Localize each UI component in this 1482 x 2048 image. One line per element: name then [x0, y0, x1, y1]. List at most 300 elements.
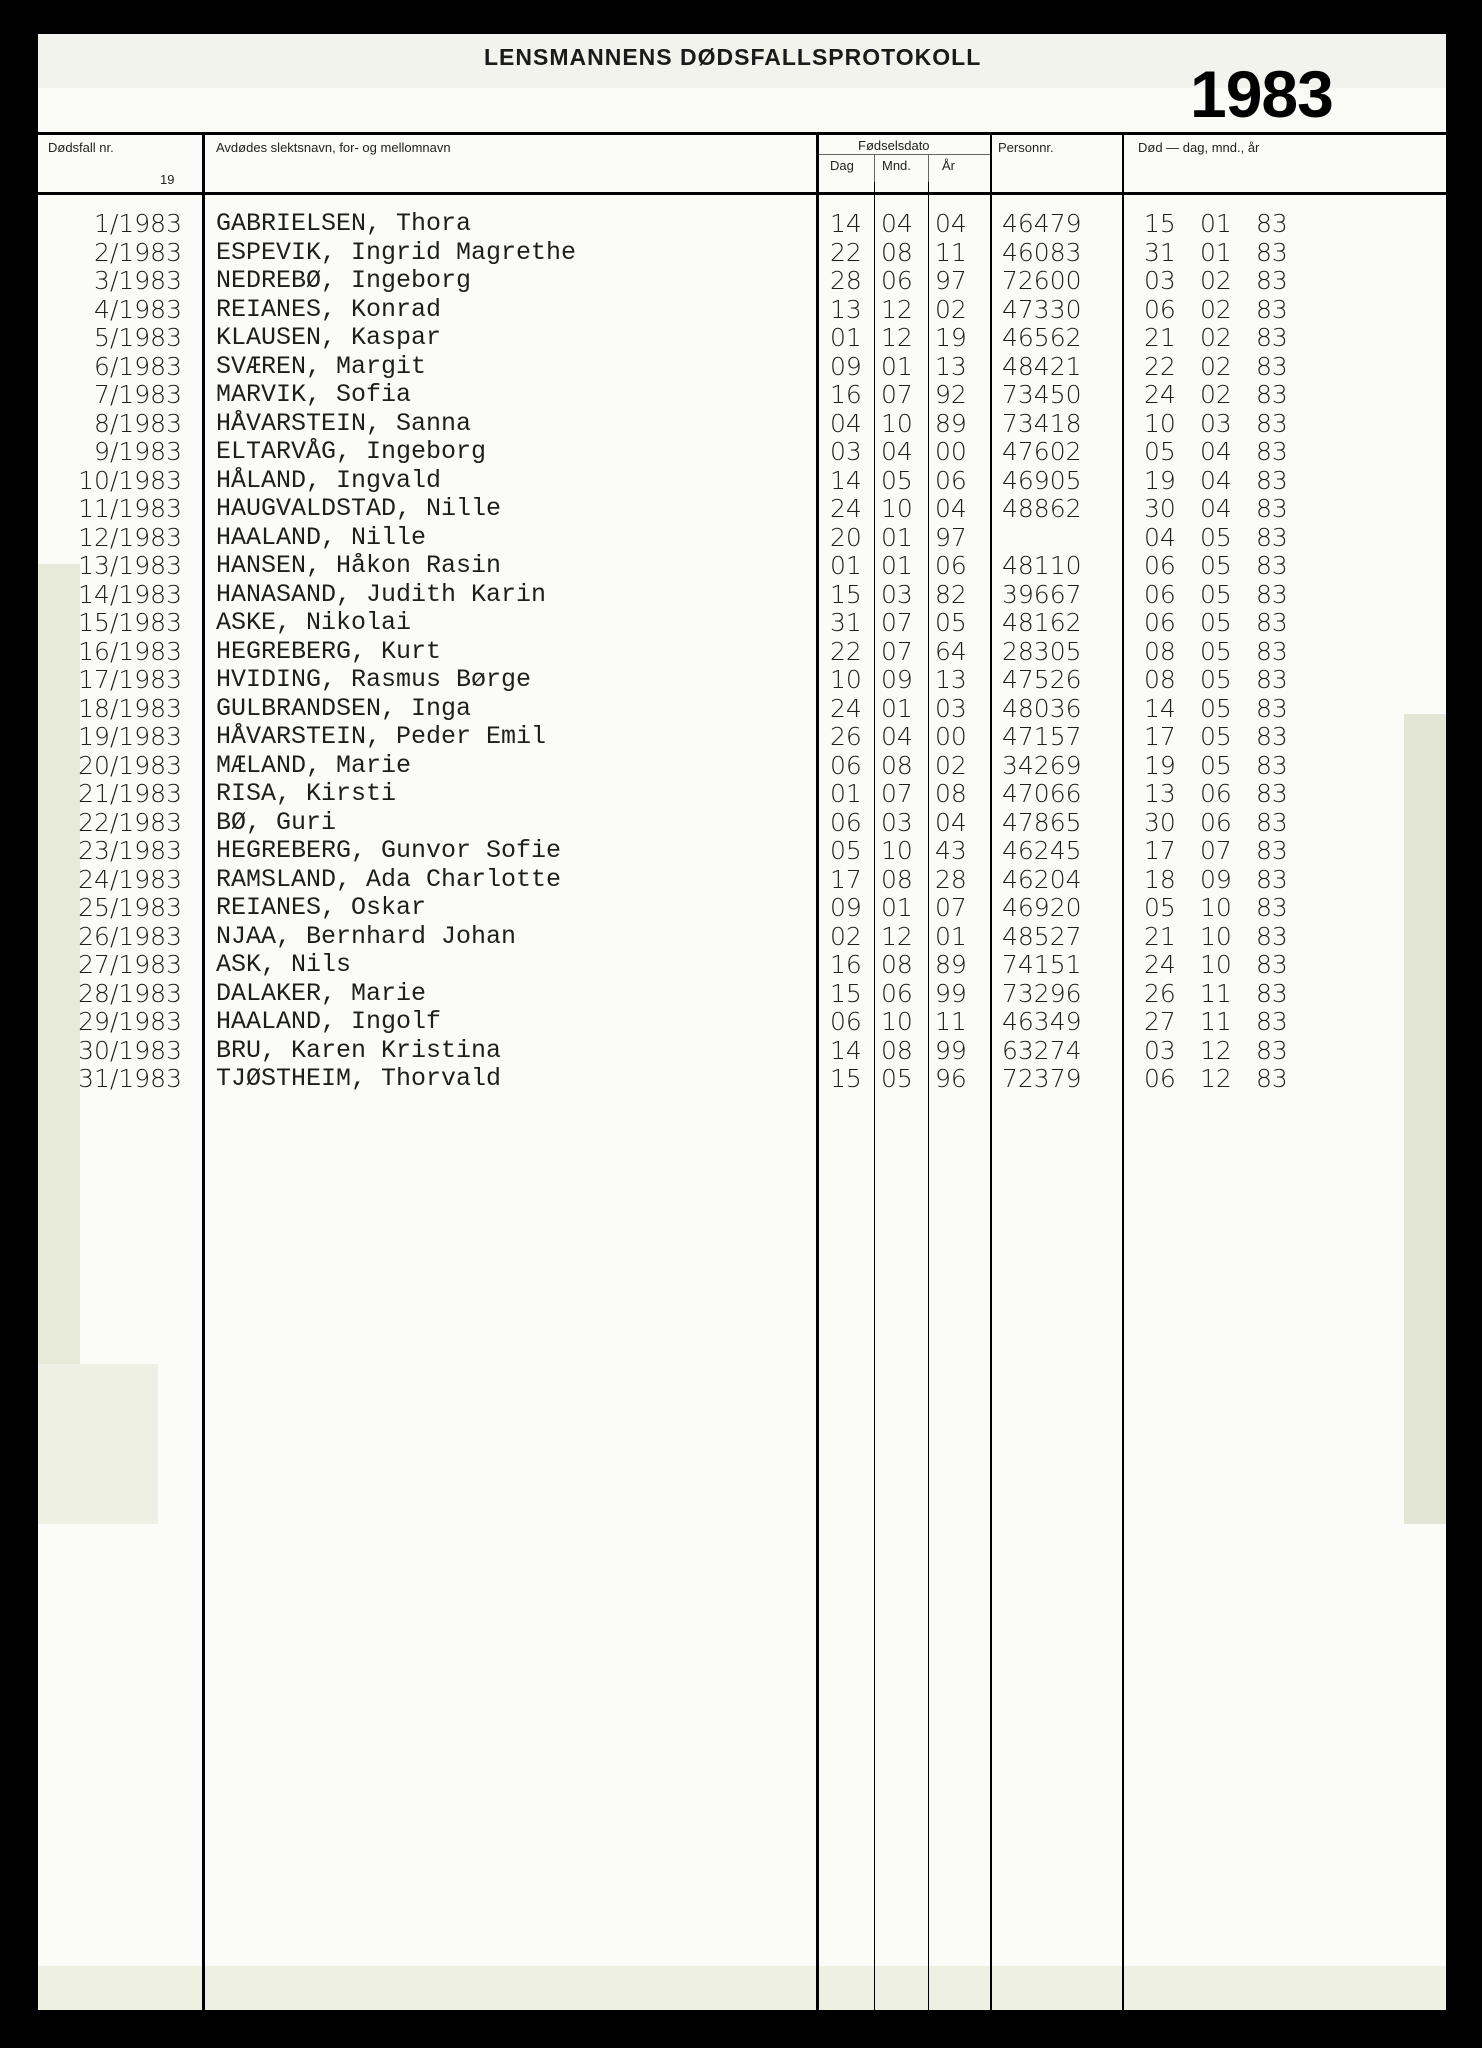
birth-month: 10 — [881, 494, 913, 523]
death-year: 83 — [1256, 323, 1288, 352]
death-month: 02 — [1200, 351, 1232, 381]
death-month: 01 — [1200, 209, 1232, 238]
death-day: 04 — [1144, 522, 1176, 552]
personal-number: 47865 — [1002, 807, 1082, 837]
deceased-name: REIANES, Konrad — [216, 294, 442, 324]
personal-number: 73418 — [1002, 408, 1082, 438]
entry-number: 16/1983 — [78, 636, 182, 666]
birth-year: 02 — [935, 750, 967, 780]
deceased-name: ESPEVIK, Ingrid Magrethe — [216, 237, 577, 267]
birth-day: 20 — [830, 522, 862, 552]
header-death-number: Dødsfall nr. — [48, 140, 114, 155]
personal-number: 48527 — [1002, 921, 1082, 951]
birth-day: 22 — [830, 237, 862, 267]
birth-month: 07 — [881, 380, 913, 409]
birth-day: 26 — [830, 722, 862, 751]
table-row — [38, 666, 1446, 695]
personal-number: 46920 — [1002, 893, 1082, 922]
personal-number: 46479 — [1002, 209, 1082, 238]
birth-day: 09 — [830, 893, 862, 922]
birth-month: 12 — [881, 921, 913, 951]
entry-number: 6/1983 — [94, 351, 182, 381]
birth-month: 03 — [881, 807, 913, 837]
entry-number: 14/1983 — [78, 579, 182, 609]
birth-day: 14 — [830, 209, 862, 238]
birth-year: 11 — [935, 237, 967, 267]
entry-number: 20/1983 — [78, 750, 182, 780]
table-row — [38, 524, 1446, 553]
entry-number: 2/1983 — [94, 237, 182, 267]
table-row — [38, 495, 1446, 524]
birth-month: 06 — [881, 266, 913, 295]
death-day: 21 — [1144, 323, 1176, 352]
death-day: 06 — [1144, 1064, 1176, 1093]
death-month: 05 — [1200, 722, 1232, 751]
death-year: 83 — [1256, 750, 1288, 780]
deceased-name: HANSEN, Håkon Rasin — [216, 551, 502, 580]
birth-year: 97 — [935, 522, 967, 552]
paper-shading — [38, 1364, 158, 1524]
personal-number: 72379 — [1002, 1064, 1082, 1093]
birth-month: 04 — [881, 209, 913, 238]
death-day: 30 — [1144, 807, 1176, 837]
entry-number: 7/1983 — [94, 380, 182, 409]
death-month: 09 — [1200, 864, 1232, 894]
personal-number: 46204 — [1002, 864, 1082, 894]
birth-month: 03 — [881, 579, 913, 609]
death-year: 83 — [1256, 693, 1288, 723]
deceased-name: NEDREBØ, Ingeborg — [216, 266, 472, 295]
birth-year: 08 — [935, 779, 967, 808]
birth-subheader-rule — [819, 154, 990, 155]
death-year: 83 — [1256, 380, 1288, 409]
birth-day: 06 — [830, 1007, 862, 1036]
birth-month: 01 — [881, 893, 913, 922]
personal-number: 47526 — [1002, 665, 1082, 694]
deceased-name: MÆLAND, Marie — [216, 750, 412, 780]
table-row — [38, 381, 1446, 410]
death-year: 83 — [1256, 494, 1288, 523]
page-title: LENSMANNENS DØDSFALLSPROTOKOLL — [484, 44, 982, 70]
birth-day: 24 — [830, 693, 862, 723]
entry-number: 1/1983 — [94, 209, 182, 238]
death-month: 05 — [1200, 750, 1232, 780]
death-month: 11 — [1200, 978, 1232, 1008]
birth-year: 06 — [935, 551, 967, 580]
birth-year: 02 — [935, 294, 967, 324]
death-year: 83 — [1256, 237, 1288, 267]
deceased-name: RAMSLAND, Ada Charlotte — [216, 864, 562, 894]
personal-number: 46562 — [1002, 323, 1082, 352]
table-row — [38, 780, 1446, 809]
deceased-name: TJØSTHEIM, Thorvald — [216, 1064, 502, 1093]
death-day: 27 — [1144, 1007, 1176, 1036]
entry-number: 28/1983 — [78, 978, 182, 1008]
birth-year: 03 — [935, 693, 967, 723]
death-day: 18 — [1144, 864, 1176, 894]
birth-year: 13 — [935, 351, 967, 381]
death-day: 13 — [1144, 779, 1176, 808]
death-day: 03 — [1144, 1035, 1176, 1065]
birth-day: 04 — [830, 408, 862, 438]
birth-day: 15 — [830, 978, 862, 1008]
table-row — [38, 581, 1446, 610]
personal-number: 39667 — [1002, 579, 1082, 609]
birth-day: 28 — [830, 266, 862, 295]
entry-number: 23/1983 — [78, 836, 182, 865]
death-month: 04 — [1200, 437, 1232, 466]
personal-number: 63274 — [1002, 1035, 1082, 1065]
death-month: 04 — [1200, 494, 1232, 523]
personal-number: 46245 — [1002, 836, 1082, 865]
entry-number: 13/1983 — [78, 551, 182, 580]
death-day: 19 — [1144, 465, 1176, 495]
entry-number: 29/1983 — [78, 1007, 182, 1036]
birth-year: 05 — [935, 608, 967, 637]
table-row — [38, 239, 1446, 268]
birth-month: 05 — [881, 1064, 913, 1093]
protocol-page — [38, 34, 1446, 2010]
death-day: 06 — [1144, 608, 1176, 637]
table-row — [38, 410, 1446, 439]
entry-number: 17/1983 — [78, 665, 182, 694]
table-row — [38, 267, 1446, 296]
birth-day: 06 — [830, 750, 862, 780]
deceased-name: HANASAND, Judith Karin — [216, 579, 547, 609]
death-year: 83 — [1256, 579, 1288, 609]
birth-month: 07 — [881, 779, 913, 808]
entry-number: 4/1983 — [94, 294, 182, 324]
deceased-name: HEGREBERG, Gunvor Sofie — [216, 836, 562, 865]
deceased-name: SVÆREN, Margit — [216, 351, 427, 381]
entry-number: 8/1983 — [94, 408, 182, 438]
deceased-name: ASKE, Nikolai — [216, 608, 412, 637]
table-row — [38, 210, 1446, 239]
personal-number: 48862 — [1002, 494, 1082, 523]
birth-year: 04 — [935, 494, 967, 523]
birth-month: 10 — [881, 836, 913, 865]
death-month: 10 — [1200, 921, 1232, 951]
personal-number: 48110 — [1002, 551, 1082, 580]
death-year: 83 — [1256, 950, 1288, 979]
death-day: 05 — [1144, 893, 1176, 922]
death-year: 83 — [1256, 807, 1288, 837]
table-row — [38, 353, 1446, 382]
death-month: 02 — [1200, 294, 1232, 324]
birth-month: 04 — [881, 722, 913, 751]
death-day: 30 — [1144, 494, 1176, 523]
birth-day: 06 — [830, 807, 862, 837]
death-year: 83 — [1256, 864, 1288, 894]
table-row — [38, 951, 1446, 980]
birth-day: 31 — [830, 608, 862, 637]
birth-month: 10 — [881, 1007, 913, 1036]
table-row — [38, 894, 1446, 923]
entry-number: 12/1983 — [78, 522, 182, 552]
death-day: 10 — [1144, 408, 1176, 438]
header-top-rule — [38, 132, 1446, 135]
deceased-name: DALAKER, Marie — [216, 978, 427, 1008]
birth-day: 17 — [830, 864, 862, 894]
deceased-name: GULBRANDSEN, Inga — [216, 693, 472, 723]
birth-day: 09 — [830, 351, 862, 381]
death-day: 05 — [1144, 437, 1176, 466]
death-month: 05 — [1200, 579, 1232, 609]
death-year: 83 — [1256, 1035, 1288, 1065]
death-year: 83 — [1256, 921, 1288, 951]
deceased-name: RISA, Kirsti — [216, 779, 397, 808]
death-year: 83 — [1256, 722, 1288, 751]
birth-month: 12 — [881, 323, 913, 352]
birth-year: 96 — [935, 1064, 967, 1093]
birth-day: 01 — [830, 323, 862, 352]
entry-number: 11/1983 — [78, 494, 182, 523]
birth-year: 19 — [935, 323, 967, 352]
birth-year: 64 — [935, 636, 967, 666]
personal-number: 47066 — [1002, 779, 1082, 808]
header-year-col: År — [942, 158, 955, 173]
entry-number: 31/1983 — [78, 1064, 182, 1093]
birth-month: 08 — [881, 1035, 913, 1065]
death-day: 31 — [1144, 237, 1176, 267]
table-row — [38, 438, 1446, 467]
death-month: 12 — [1200, 1064, 1232, 1093]
header-birth-date: Fødselsdato — [858, 138, 930, 153]
death-day: 24 — [1144, 950, 1176, 979]
entry-number: 18/1983 — [78, 693, 182, 723]
birth-day: 13 — [830, 294, 862, 324]
birth-month: 04 — [881, 437, 913, 466]
personal-number: 48036 — [1002, 693, 1082, 723]
protocol-year: 1983 — [1190, 57, 1333, 131]
entry-number: 30/1983 — [78, 1035, 182, 1065]
personal-number: 47330 — [1002, 294, 1082, 324]
death-month: 05 — [1200, 608, 1232, 637]
death-month: 05 — [1200, 551, 1232, 580]
birth-month: 08 — [881, 237, 913, 267]
death-month: 10 — [1200, 950, 1232, 979]
personal-number: 73450 — [1002, 380, 1082, 409]
death-year: 83 — [1256, 266, 1288, 295]
death-month: 02 — [1200, 380, 1232, 409]
death-year: 83 — [1256, 1007, 1288, 1036]
birth-year: 89 — [935, 950, 967, 979]
personal-number: 47602 — [1002, 437, 1082, 466]
birth-year: 99 — [935, 1035, 967, 1065]
death-day: 06 — [1144, 579, 1176, 609]
birth-month: 05 — [881, 465, 913, 495]
birth-month: 01 — [881, 351, 913, 381]
entry-number: 25/1983 — [78, 893, 182, 922]
death-year: 83 — [1256, 836, 1288, 865]
birth-year: 28 — [935, 864, 967, 894]
table-row — [38, 980, 1446, 1009]
birth-month: 10 — [881, 408, 913, 438]
personal-number: 48162 — [1002, 608, 1082, 637]
birth-day: 22 — [830, 636, 862, 666]
header-name: Avdødes slektsnavn, for- og mellomnavn — [216, 140, 451, 155]
death-year: 83 — [1256, 893, 1288, 922]
birth-month: 07 — [881, 636, 913, 666]
table-row — [38, 1065, 1446, 1094]
death-month: 06 — [1200, 779, 1232, 808]
birth-day: 10 — [830, 665, 862, 694]
deceased-name: GABRIELSEN, Thora — [216, 209, 472, 238]
table-row — [38, 324, 1446, 353]
entry-number: 22/1983 — [78, 807, 182, 837]
death-day: 03 — [1144, 266, 1176, 295]
table-row — [38, 723, 1446, 752]
personal-number: 74151 — [1002, 950, 1082, 979]
birth-month: 07 — [881, 608, 913, 637]
death-month: 05 — [1200, 522, 1232, 552]
table-row — [38, 752, 1446, 781]
death-month: 05 — [1200, 693, 1232, 723]
birth-month: 12 — [881, 294, 913, 324]
birth-month: 01 — [881, 551, 913, 580]
death-year: 83 — [1256, 408, 1288, 438]
personal-number: 46349 — [1002, 1007, 1082, 1036]
birth-day: 16 — [830, 950, 862, 979]
birth-day: 03 — [830, 437, 862, 466]
entry-number: 26/1983 — [78, 921, 182, 951]
deceased-name: BRU, Karen Kristina — [216, 1035, 502, 1065]
birth-day: 14 — [830, 465, 862, 495]
birth-month: 06 — [881, 978, 913, 1008]
entry-number: 19/1983 — [78, 722, 182, 751]
birth-month: 01 — [881, 693, 913, 723]
birth-day: 15 — [830, 1064, 862, 1093]
personal-number: 47157 — [1002, 722, 1082, 751]
deceased-name: HAUGVALDSTAD, Nille — [216, 494, 502, 523]
deceased-name: HVIDING, Rasmus Børge — [216, 665, 532, 694]
deceased-name: HÅVARSTEIN, Peder Emil — [216, 722, 547, 751]
death-day: 24 — [1144, 380, 1176, 409]
death-month: 04 — [1200, 465, 1232, 495]
table-row — [38, 1008, 1446, 1037]
birth-year: 06 — [935, 465, 967, 495]
death-year: 83 — [1256, 294, 1288, 324]
birth-year: 07 — [935, 893, 967, 922]
birth-year: 01 — [935, 921, 967, 951]
header-day: Dag — [830, 158, 854, 173]
table-row — [38, 552, 1446, 581]
death-year: 83 — [1256, 437, 1288, 466]
entry-number: 21/1983 — [78, 779, 182, 808]
birth-day: 05 — [830, 836, 862, 865]
death-year: 83 — [1256, 209, 1288, 238]
table-row — [38, 609, 1446, 638]
deceased-name: HÅLAND, Ingvald — [216, 465, 442, 495]
deceased-name: HEGREBERG, Kurt — [216, 636, 442, 666]
birth-year: 43 — [935, 836, 967, 865]
birth-year: 97 — [935, 266, 967, 295]
death-year: 83 — [1256, 665, 1288, 694]
table-row — [38, 923, 1446, 952]
birth-day: 01 — [830, 551, 862, 580]
death-month: 12 — [1200, 1035, 1232, 1065]
personal-number: 46905 — [1002, 465, 1082, 495]
deceased-name: KLAUSEN, Kaspar — [216, 323, 442, 352]
birth-year: 13 — [935, 665, 967, 694]
birth-year: 82 — [935, 579, 967, 609]
birth-day: 01 — [830, 779, 862, 808]
personal-number: 48421 — [1002, 351, 1082, 381]
death-day: 06 — [1144, 294, 1176, 324]
entry-number: 10/1983 — [78, 465, 182, 495]
birth-day: 14 — [830, 1035, 862, 1065]
deceased-name: ASK, Nils — [216, 950, 352, 979]
death-year: 83 — [1256, 551, 1288, 580]
entry-number: 27/1983 — [78, 950, 182, 979]
birth-year: 89 — [935, 408, 967, 438]
table-row — [38, 809, 1446, 838]
paper-shading — [38, 1966, 1446, 2010]
personal-number: 28305 — [1002, 636, 1082, 666]
deceased-name: BØ, Guri — [216, 807, 337, 837]
birth-month: 01 — [881, 522, 913, 552]
table-row — [38, 866, 1446, 895]
death-month: 10 — [1200, 893, 1232, 922]
entry-number: 9/1983 — [94, 437, 182, 466]
birth-day: 24 — [830, 494, 862, 523]
personal-number: 34269 — [1002, 750, 1082, 780]
death-day: 08 — [1144, 636, 1176, 666]
table-row — [38, 296, 1446, 325]
death-year: 83 — [1256, 1064, 1288, 1093]
birth-month: 09 — [881, 665, 913, 694]
birth-year: 04 — [935, 807, 967, 837]
entry-number: 3/1983 — [94, 266, 182, 295]
death-year: 83 — [1256, 779, 1288, 808]
deceased-name: MARVIK, Sofia — [216, 380, 412, 409]
death-month: 05 — [1200, 665, 1232, 694]
personal-number: 73296 — [1002, 978, 1082, 1008]
table-row — [38, 837, 1446, 866]
death-day: 06 — [1144, 551, 1176, 580]
personal-number: 46083 — [1002, 237, 1082, 267]
table-row — [38, 467, 1446, 496]
death-year: 83 — [1256, 465, 1288, 495]
header-personal-number: Personnr. — [998, 140, 1054, 155]
deceased-name: ELTARVÅG, Ingeborg — [216, 437, 487, 466]
birth-day: 02 — [830, 921, 862, 951]
death-month: 05 — [1200, 636, 1232, 666]
death-year: 83 — [1256, 636, 1288, 666]
death-year: 83 — [1256, 351, 1288, 381]
birth-subheader-divider — [874, 154, 875, 182]
death-day: 17 — [1144, 722, 1176, 751]
birth-year: 00 — [935, 437, 967, 466]
deceased-name: REIANES, Oskar — [216, 893, 427, 922]
death-month: 07 — [1200, 836, 1232, 865]
entry-number: 15/1983 — [78, 608, 182, 637]
death-month: 02 — [1200, 323, 1232, 352]
birth-month: 08 — [881, 864, 913, 894]
table-row — [38, 638, 1446, 667]
death-day: 17 — [1144, 836, 1176, 865]
death-day: 15 — [1144, 209, 1176, 238]
deceased-name: HAALAND, Nille — [216, 522, 427, 552]
table-row — [38, 1037, 1446, 1066]
entry-number: 5/1983 — [94, 323, 182, 352]
deceased-name: HÅVARSTEIN, Sanna — [216, 408, 472, 438]
death-day: 26 — [1144, 978, 1176, 1008]
death-month: 02 — [1200, 266, 1232, 295]
birth-year: 04 — [935, 209, 967, 238]
death-month: 03 — [1200, 408, 1232, 438]
table-row — [38, 695, 1446, 724]
